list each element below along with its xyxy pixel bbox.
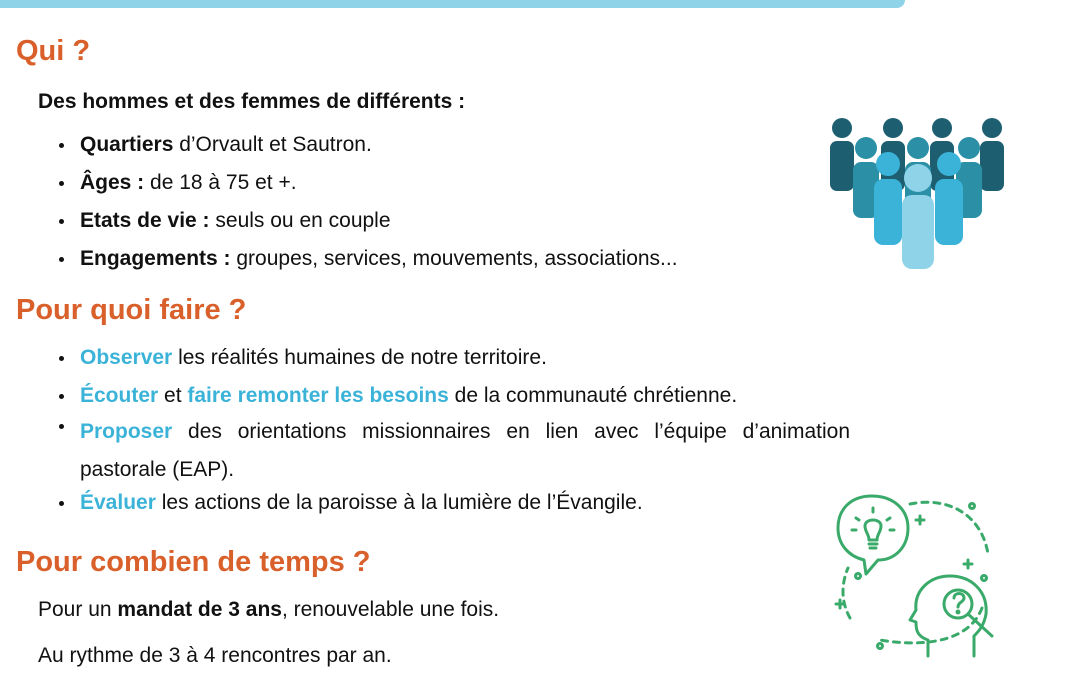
duration-bold: mandat de 3 ans [117, 598, 282, 621]
list-item [80, 345, 850, 371]
item-text: seuls ou en couple [209, 209, 391, 232]
top-decorative-bar [0, 0, 905, 8]
item-text: de la communauté chrétienne. [448, 384, 738, 407]
list-item [80, 413, 850, 489]
item-bold: Etats de vie : [80, 209, 210, 232]
item-text: groupes, services, mouvements, associations... [230, 247, 678, 270]
list-item [80, 132, 678, 158]
duration-text: , renouvelable une fois. [281, 598, 500, 621]
list-item [80, 170, 678, 196]
list-item [80, 246, 678, 272]
item-text: des orientations missionnaires en lien avec l’équipe d’animation pastorale (EAP). [80, 420, 850, 481]
item-bold: Quartiers [80, 133, 174, 156]
list-item [80, 208, 678, 234]
item-text: les réalités humaines de notre territoire. [172, 346, 547, 369]
item-highlight: Observer [80, 346, 173, 369]
duration-line-1 [38, 597, 499, 623]
list-item [80, 490, 850, 516]
item-text: et [158, 384, 188, 407]
item-highlight: Évaluer [80, 491, 156, 514]
item-highlight: Écouter [80, 384, 159, 407]
duration-text: Pour un [38, 598, 118, 621]
duration-line-2: Au rythme de 3 à 4 rencontres par an. [38, 644, 392, 667]
item-highlight: Proposer [80, 420, 173, 443]
item-bold: Engagements : [80, 247, 231, 270]
item-highlight: faire remonter les besoins [187, 384, 449, 407]
item-text: les actions de la paroisse à la lumière de l’Évangile. [155, 491, 643, 514]
who-intro: Des hommes et des femmes de différents : [38, 90, 466, 113]
item-text: de 18 à 75 et +. [144, 171, 297, 194]
item-text: d’Orvault et Sautron. [173, 133, 372, 156]
people-group-icon [826, 116, 1008, 274]
heading-duration: Pour combien de temps ? [16, 546, 371, 578]
list-item [80, 383, 850, 409]
heading-what: Pour quoi faire ? [16, 294, 247, 326]
head-idea-question-icon [832, 490, 1004, 660]
what-list [80, 345, 850, 516]
who-list [80, 132, 678, 272]
heading-who: Qui ? [16, 35, 91, 67]
item-bold: Âges : [80, 171, 145, 194]
